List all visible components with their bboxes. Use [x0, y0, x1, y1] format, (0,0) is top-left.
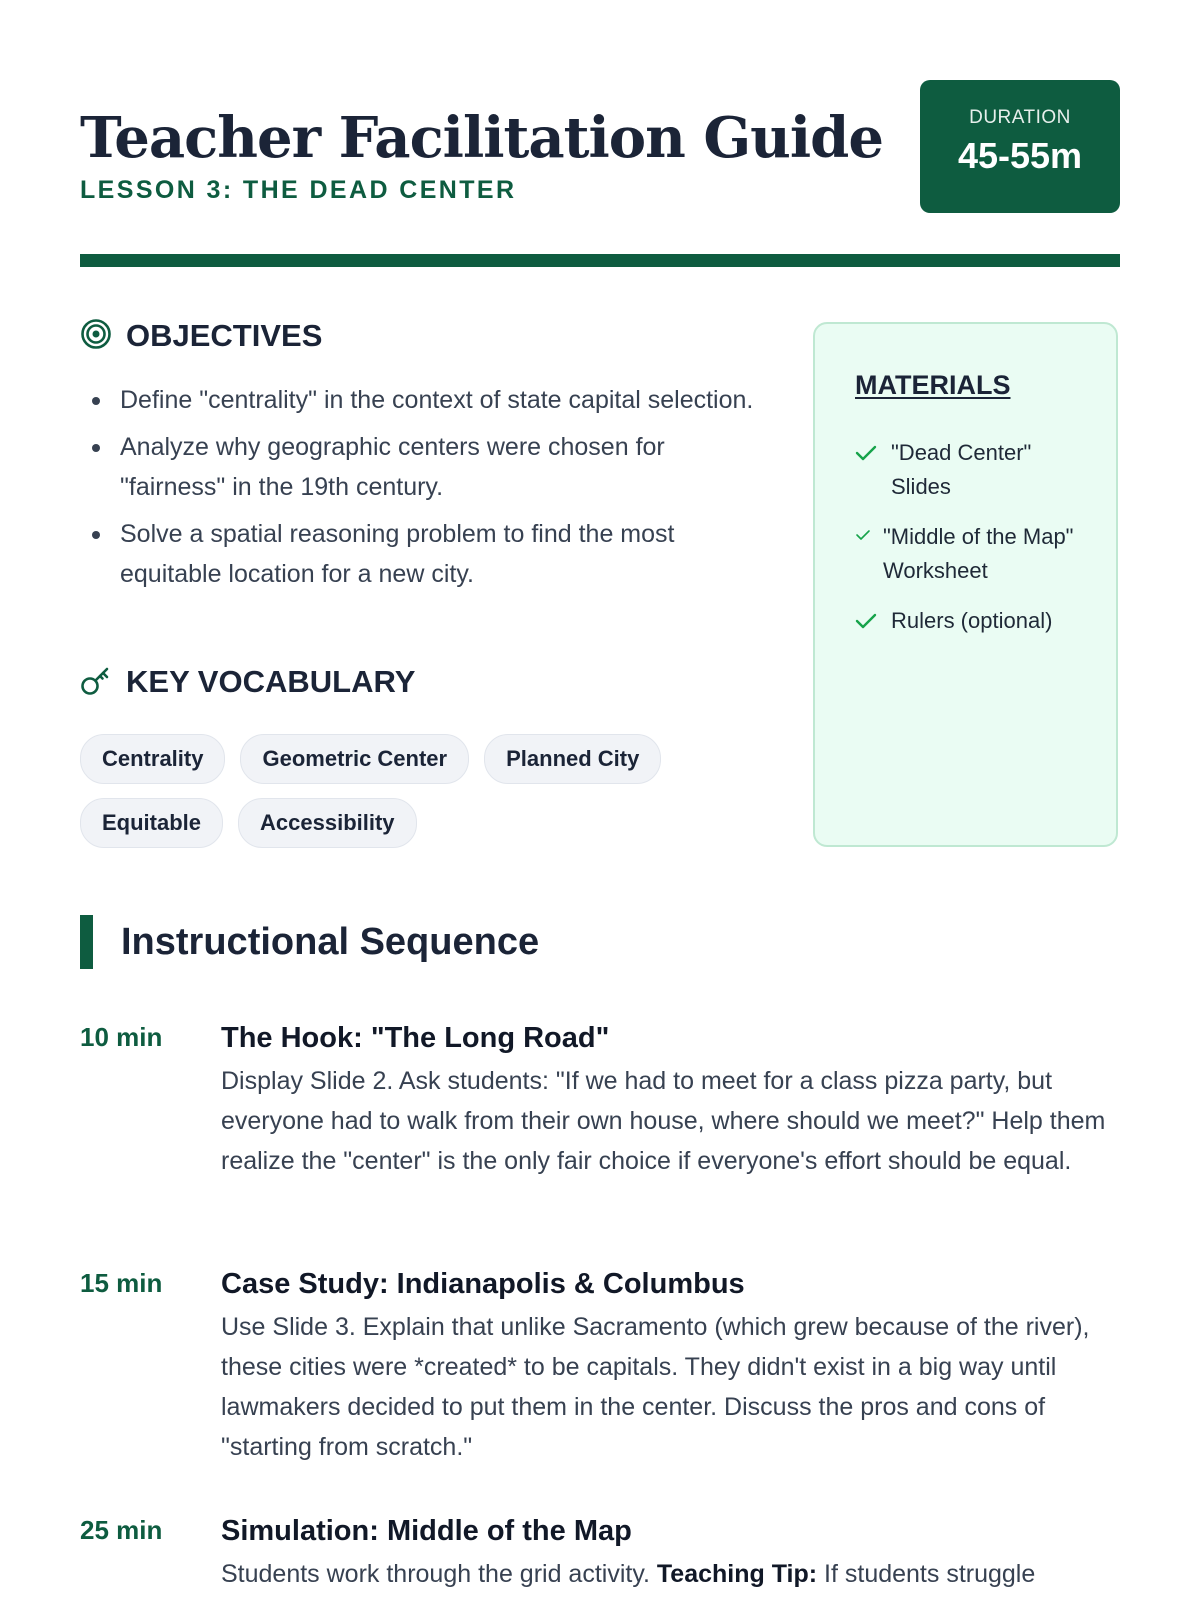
- vocab-tag: Centrality: [80, 734, 225, 784]
- objectives-list: [80, 380, 760, 601]
- objective-item: Define "centrality" in the context of state capital selection.: [80, 380, 760, 420]
- vocab-tag: Accessibility: [238, 798, 417, 848]
- check-icon: [855, 612, 877, 630]
- step-title: Case Study: Indianapolis & Columbus: [221, 1268, 745, 1300]
- step-time: 15 min: [80, 1268, 163, 1298]
- target-icon: [80, 318, 112, 355]
- step-description: Use Slide 3. Explain that unlike Sacramento (which grew because of the river), these cities were *created* to be capitals. They didn't exist in a big way until lawmakers decided to put them in the center. Discuss the pros and cons of "starting from scratch.": [221, 1313, 1090, 1461]
- key-icon: [80, 664, 112, 701]
- step-description: [221, 1554, 1121, 1594]
- materials-item: [855, 436, 1085, 504]
- header-divider: [80, 254, 1120, 267]
- heading-accent-bar: [80, 915, 93, 969]
- step-title: The Hook: "The Long Road": [221, 1022, 610, 1054]
- step-description: Display Slide 2. Ask students: "If we had to meet for a class pizza party, but everyone had to walk from their own house, where should we meet?" Help them realize the "center" is the only fair choice if everyone's effort should be equal.: [221, 1067, 1106, 1175]
- objectives-title: OBJECTIVES: [126, 318, 323, 353]
- vocab-tag: Geometric Center: [240, 734, 469, 784]
- sequence-title: Instructional Sequence: [121, 920, 540, 963]
- materials-item-label: "Dead Center" Slides: [891, 440, 1032, 499]
- lesson-subtitle: LESSON 3: THE DEAD CENTER: [80, 176, 517, 204]
- step-time: 25 min: [80, 1515, 163, 1545]
- sequence-heading: [80, 915, 539, 969]
- check-icon: [855, 444, 877, 462]
- objectives-heading: [80, 316, 322, 356]
- materials-item-label: Rulers (optional): [891, 608, 1053, 633]
- page-title: Teacher Facilitation Guide: [80, 105, 883, 171]
- vocabulary-tags: [80, 734, 760, 862]
- materials-item-label: "Middle of the Map" Worksheet: [883, 524, 1074, 583]
- vocab-tag: Equitable: [80, 798, 223, 848]
- materials-title: MATERIALS: [855, 370, 1011, 400]
- vocabulary-title: KEY VOCABULARY: [126, 664, 416, 699]
- duration-badge: [920, 80, 1120, 213]
- materials-item: [855, 520, 1085, 588]
- duration-label: DURATION: [969, 107, 1071, 128]
- materials-item: [855, 604, 1085, 638]
- step-time: 10 min: [80, 1022, 163, 1052]
- vocab-tag: Planned City: [484, 734, 661, 784]
- page-header: [80, 80, 1120, 215]
- objective-item: Analyze why geographic centers were chosen for "fairness" in the 19th century.: [80, 427, 760, 507]
- teaching-tip-label: Teaching Tip:: [656, 1560, 818, 1588]
- step-description-text: If students struggle: [824, 1560, 1036, 1588]
- duration-value: 45-55m: [957, 135, 1083, 176]
- guide-page: [80, 0, 1120, 1600]
- vocabulary-heading: [80, 662, 415, 702]
- check-icon: [855, 528, 871, 542]
- step-description-text: Students work through the grid activity.: [221, 1560, 650, 1588]
- objective-item: Solve a spatial reasoning problem to find the most equitable location for a new city.: [80, 514, 760, 594]
- step-title: Simulation: Middle of the Map: [221, 1515, 632, 1547]
- materials-panel: [813, 322, 1118, 847]
